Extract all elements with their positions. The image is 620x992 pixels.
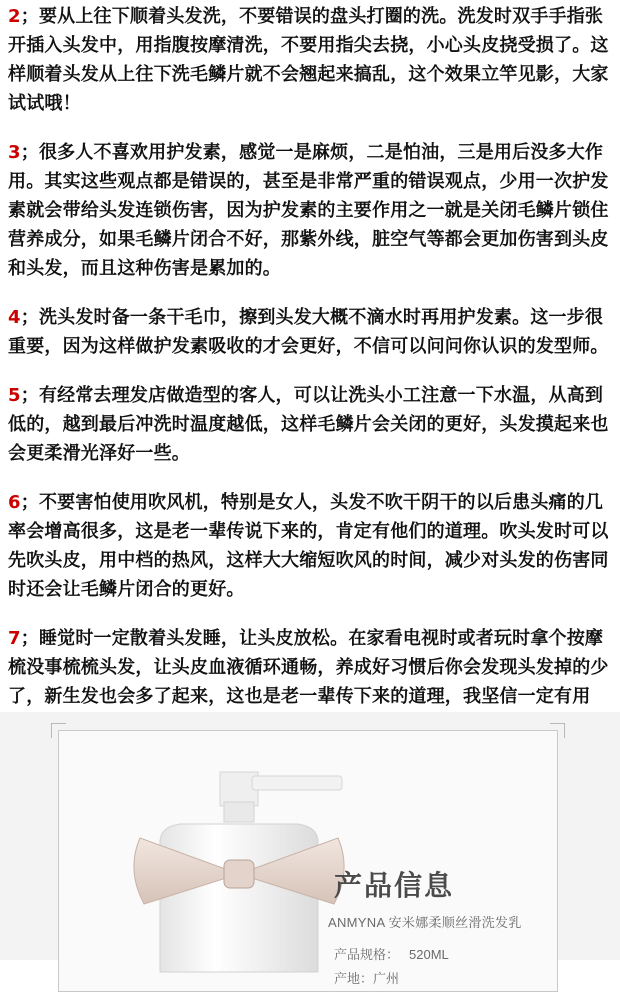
- product-info-banner: [0, 712, 620, 986]
- tip-text: 洗头发时备一条干毛巾，擦到头发大概不滴水时再用护发素。这一步很重要，因为这样做护发素吸收的才会更好，不信可以问问你认识的发型师。: [8, 307, 609, 357]
- tip-number: 4: [8, 307, 21, 328]
- tip-text: 很多人不喜欢用护发素，感觉一是麻烦，二是怕油，三是用后没多大作用。其实这些观点都是错误的，甚至是非常严重的错误观点，少用一次护发素就会带给头发连锁伤害，因为护发素的主要作用之一就是关闭毛鳞片锁住营养成分，如果毛鳞片闭合不好，那紫外线，脏空气等都会更加伤害到头皮和头发，而且这种伤害是累加的。: [8, 142, 609, 279]
- tip-paragraph-5: [8, 381, 614, 468]
- tips-article: [8, 2, 614, 760]
- tip-paragraph-3: [8, 138, 614, 283]
- tip-paragraph-4: [8, 303, 614, 361]
- origin-value: 广州: [373, 971, 400, 986]
- tip-number: 7: [8, 628, 21, 649]
- product-origin: [334, 968, 399, 987]
- frame-corner-decoration: [550, 723, 565, 738]
- tip-separator: ；: [20, 492, 39, 513]
- product-name: ANMYNA 安米娜柔顺丝滑洗发乳: [328, 915, 522, 930]
- product-info-title: 产品信息: [334, 869, 455, 902]
- tip-text: 有经常去理发店做造型的客人，可以让洗头小工注意一下水温，从高到低的，越到最后冲洗时温度越低，这样毛鳞片会关闭的更好，头发摸起来也会更柔滑光泽好一些。: [8, 385, 609, 464]
- tip-separator: ；: [20, 628, 39, 649]
- tip-separator: ；: [20, 307, 39, 328]
- tip-paragraph-2: [8, 2, 614, 118]
- tip-text: 要从上往下顺着头发洗，不要错误的盘头打圈的洗。洗发时双手手指张开插入头发中，用指腹按摩清洗，不要用指尖去挠，小心头皮挠受损了。这样顺着头发从上往下洗毛鳞片就不会翘起来搞乱，这个效果立竿见影，大家试试哦！: [8, 6, 609, 114]
- product-spec: [334, 944, 449, 963]
- spec-value: 520ML: [409, 947, 449, 962]
- tip-separator: ；: [20, 142, 39, 163]
- tip-separator: ；: [20, 6, 39, 27]
- frame-corner-decoration: [51, 723, 66, 738]
- tip-number: 5: [8, 385, 21, 406]
- spec-label: 产品规格：: [334, 947, 400, 962]
- product-bottle-image: [120, 772, 350, 972]
- tip-text: 不要害怕使用吹风机，特别是女人，头发不吹干阴干的以后患头痛的几率会增高很多，这是老一辈传说下来的，肯定有他们的道理。吹头发时可以先吹头皮，用中档的热风，这样大大缩短吹风的时间，减少对头发的伤害同时还会让毛鳞片闭合的更好。: [8, 492, 609, 600]
- tip-separator: ；: [20, 385, 39, 406]
- tip-paragraph-6: [8, 488, 614, 604]
- tip-number: 3: [8, 142, 21, 163]
- origin-label: 产地：: [334, 971, 374, 986]
- tip-text: 睡觉时一定散着头发睡，让头皮放松。在家看电视时或者玩时拿个按摩梳没事梳梳头发，让头皮血液循环通畅，养成好习惯后你会发现头发掉的少了，新生发也会多了起来，这也是老一辈传下来的道理，我坚信一定有用: [8, 628, 609, 707]
- tip-number: 2: [8, 6, 21, 27]
- tip-number: 6: [8, 492, 21, 513]
